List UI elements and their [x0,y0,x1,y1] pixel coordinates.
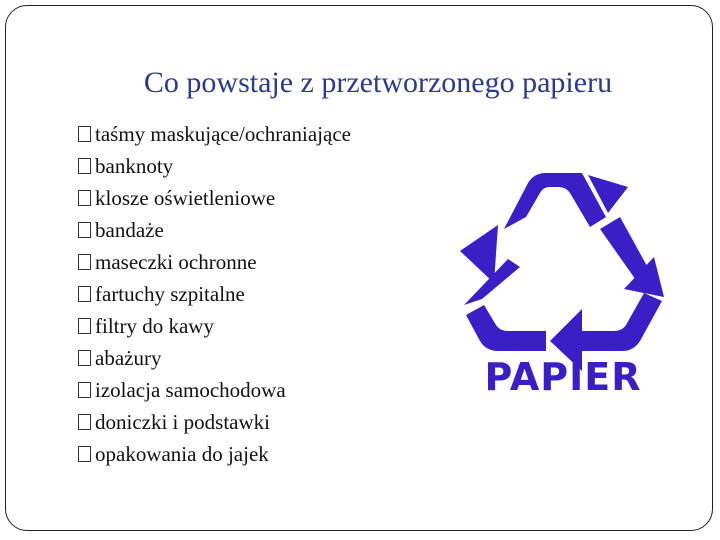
list-item-text: abażury [95,345,162,370]
list-item-text: filtry do kawy [95,313,214,338]
list-item-text: banknoty [95,153,174,178]
list-item [78,278,351,310]
logo-label: PAPIER [484,355,642,399]
list-item [78,214,351,246]
list-item [78,310,351,342]
bullet-box-icon [78,286,91,302]
bullet-box-icon [78,446,91,462]
bullet-box-icon [78,190,91,206]
list-item [78,118,351,150]
list-item [78,438,351,470]
list-item-text: bandaże [95,217,164,242]
list-item-text: doniczki i podstawki [95,409,270,434]
slide-title: Co powstaje z przetworzonego papieru [143,66,613,99]
list-item [78,374,351,406]
bullet-box-icon [78,254,91,270]
bullet-box-icon [78,158,91,174]
list-item [78,406,351,438]
list-item-text: fartuchy szpitalne [95,281,245,306]
list-item-text: klosze oświetleniowe [95,185,276,210]
list-item-text: opakowania do jajek [95,441,269,466]
list-item-text: taśmy maskujące/ochraniające [95,121,351,146]
list-item [78,150,351,182]
bullet-box-icon [78,382,91,398]
list-item-text: izolacja samochodowa [95,377,286,402]
list-item-text: maseczki ochronne [95,249,257,274]
list-item [78,342,351,374]
bullet-box-icon [78,126,91,142]
bullet-box-icon [78,350,91,366]
bullet-box-icon [78,318,91,334]
bullet-box-icon [78,414,91,430]
bullet-box-icon [78,222,91,238]
list-item [78,182,351,214]
list-item [78,246,351,278]
bullet-list [78,118,351,470]
